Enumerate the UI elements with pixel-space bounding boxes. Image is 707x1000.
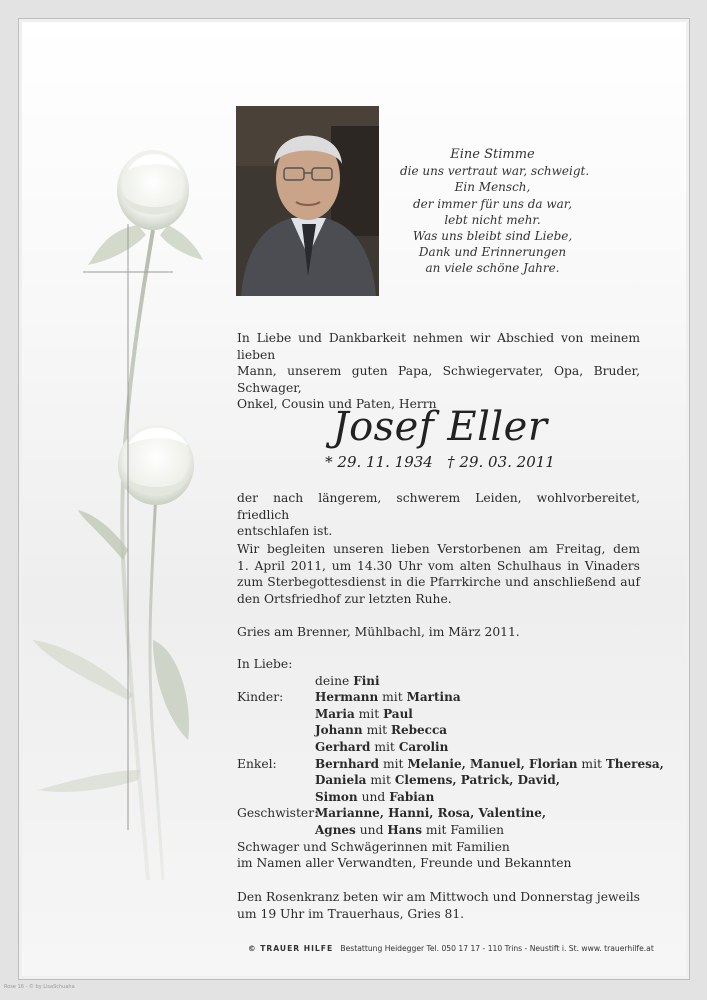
mourners-row (237, 673, 657, 690)
connector: und (359, 822, 384, 837)
partner-name: Martina (406, 690, 461, 705)
kinder-label: Kinder: (237, 690, 284, 705)
grandchild-name: Fabian (389, 789, 435, 804)
text-line: Onkel, Cousin und Paten, Herrn (237, 397, 437, 412)
mourners-row (237, 839, 657, 856)
text-line: Wir begleiten unseren lieben Verstorbenen am Freitag, dem (237, 542, 640, 556)
grandchild-name: Melanie, Manuel, Florian (407, 756, 578, 771)
text-line: um 19 Uhr im Trauerhaus, Gries 81. (237, 906, 465, 921)
grandchild-name: Bernhard (315, 756, 380, 771)
connector: mit (374, 739, 395, 754)
connector: mit (382, 756, 404, 771)
geschwister-label: Geschwister: (237, 806, 319, 821)
child-name: Gerhard (315, 739, 371, 754)
grandchild-name: Theresa, (605, 756, 664, 771)
poem-line: Was uns bleibt sind Liebe, (412, 229, 573, 244)
mourners-list (237, 656, 664, 872)
image-credit: Rose 16 - © by LisaSchuaha (4, 984, 75, 990)
mourners-row (237, 739, 657, 756)
poem-line: lebt nicht mehr. (444, 212, 541, 227)
mourners-row (237, 706, 657, 723)
partner-name: Carolin (398, 739, 449, 754)
sibling-name: Hans (387, 822, 422, 837)
mourners-row (237, 722, 657, 739)
mourners-row (237, 689, 657, 706)
poem-line: an viele schöne Jahre. (425, 261, 560, 276)
grandchild-name: Simon (315, 789, 358, 804)
text-line: In Liebe und Dankbarkeit nehmen wir Abschied von meinem lieben (237, 331, 640, 362)
wife-prefix: deine (315, 673, 350, 688)
white-rose-image (28, 140, 218, 900)
text-line: zum Sterbegottesdienst in die Pfarrkirche und anschließend auf (237, 575, 640, 590)
service-paragraph (237, 541, 640, 607)
poem-line: Dank und Erinnerungen (418, 245, 567, 260)
text-line: Den Rosenkranz beten wir am Mittwoch und Donnerstag jeweils (237, 890, 640, 904)
child-name: Hermann (315, 690, 379, 705)
connector: mit (581, 756, 602, 771)
partner-name: Rebecca (391, 723, 448, 738)
mourners-row (237, 772, 657, 789)
intro-paragraph (237, 330, 640, 413)
enkel-label: Enkel: (237, 756, 277, 771)
grandchild-name: Daniela (315, 773, 367, 788)
place-date: Gries am Brenner, Mühlbachl, im März 2011. (237, 625, 520, 639)
footer-info: Bestattung Heidegger Tel. 050 17 17 - 110 Trins - Neustift i. St. www. trauerhilfe.at (340, 944, 654, 953)
passing-paragraph (237, 490, 640, 540)
mourners-row (237, 822, 657, 839)
portrait-photo (236, 106, 379, 296)
mourners-row (237, 855, 657, 872)
connector: mit (358, 706, 380, 721)
connector: mit (382, 690, 403, 705)
poem-line: Ein Mensch, (454, 180, 531, 195)
wife-name: Fini (353, 673, 380, 688)
connector: und (361, 789, 386, 804)
in-liebe-label: In Liebe: (237, 657, 293, 671)
child-name: Johann (315, 723, 363, 738)
mourners-row (237, 756, 664, 773)
brand-logo: © TRAUER HILFE (248, 944, 334, 953)
connector: mit (370, 773, 391, 788)
in-laws-line: Schwager und Schwägerinnen mit Familien (237, 839, 510, 854)
rosary-paragraph (237, 889, 640, 922)
text-line: entschlafen ist. (237, 524, 333, 539)
footer (248, 944, 654, 953)
mourners-row (237, 789, 657, 806)
mourners-row (237, 656, 657, 673)
portrait-image (236, 106, 379, 296)
poem-line: Eine Stimme (450, 147, 535, 162)
sibling-names: Marianne, Hanni, Rosa, Valentine, (315, 806, 547, 821)
text-line: 1. April 2011, um 14.30 Uhr vom alten Schulhaus in Vinaders (237, 558, 640, 573)
child-name: Maria (315, 706, 355, 721)
connector: mit (366, 723, 388, 738)
relatives-line: im Namen aller Verwandten, Freunde und Bekannten (237, 856, 572, 871)
grandchild-name: Clemens, Patrick, David, (394, 773, 560, 788)
poem-line: der immer für uns da war, (412, 196, 573, 211)
connector: mit Familien (425, 822, 505, 837)
sibling-name: Agnes (315, 822, 356, 837)
poem-line: die uns vertraut war, schweigt. (400, 164, 590, 179)
deceased-name: Josef Eller (332, 404, 548, 450)
life-dates: * 29. 11. 1934 † 29. 03. 2011 (325, 453, 555, 471)
partner-name: Paul (383, 706, 413, 721)
text-line: den Ortsfriedhof zur letzten Ruhe. (237, 591, 452, 606)
memorial-poem (400, 147, 590, 277)
mourners-row (237, 805, 657, 822)
text-line: der nach längerem, schwerem Leiden, wohlvorbereitet, friedlich (237, 491, 640, 522)
text-line: Mann, unserem guten Papa, Schwiegervater, Opa, Bruder, Schwager, (237, 364, 640, 395)
